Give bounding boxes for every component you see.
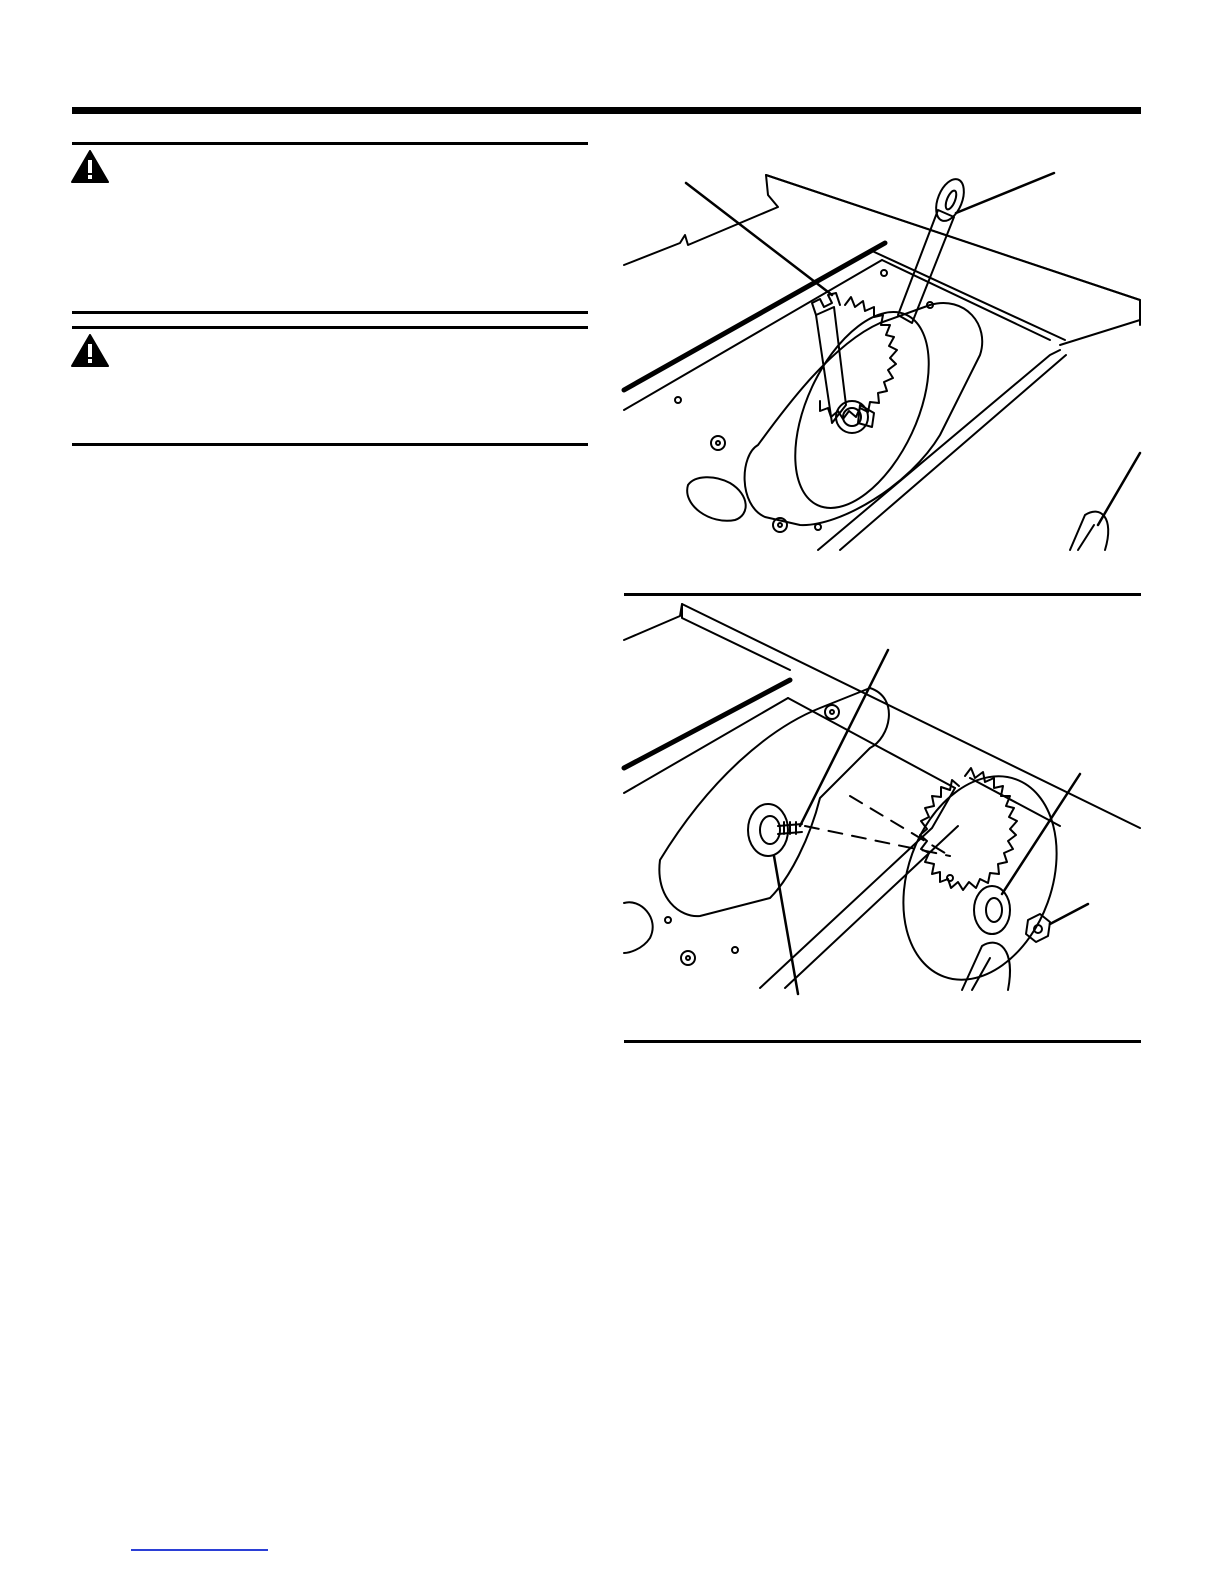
footer-link-underline[interactable]	[131, 1549, 268, 1551]
warning-1-top-rule	[72, 142, 588, 145]
table-saw-blade-removal-illustration	[620, 155, 1145, 555]
figure-2-bottom-rule	[624, 1040, 1141, 1043]
warning-triangle-icon	[71, 334, 109, 368]
table-saw-blade-installation-illustration	[620, 598, 1145, 998]
page-header-rule	[72, 107, 1141, 114]
warning-triangle-icon	[71, 150, 109, 184]
figure-1-bottom-rule	[624, 593, 1141, 596]
warning-2-bottom-rule	[72, 443, 588, 446]
warning-2-top-rule	[72, 326, 588, 329]
warning-1-bottom-rule	[72, 311, 588, 314]
